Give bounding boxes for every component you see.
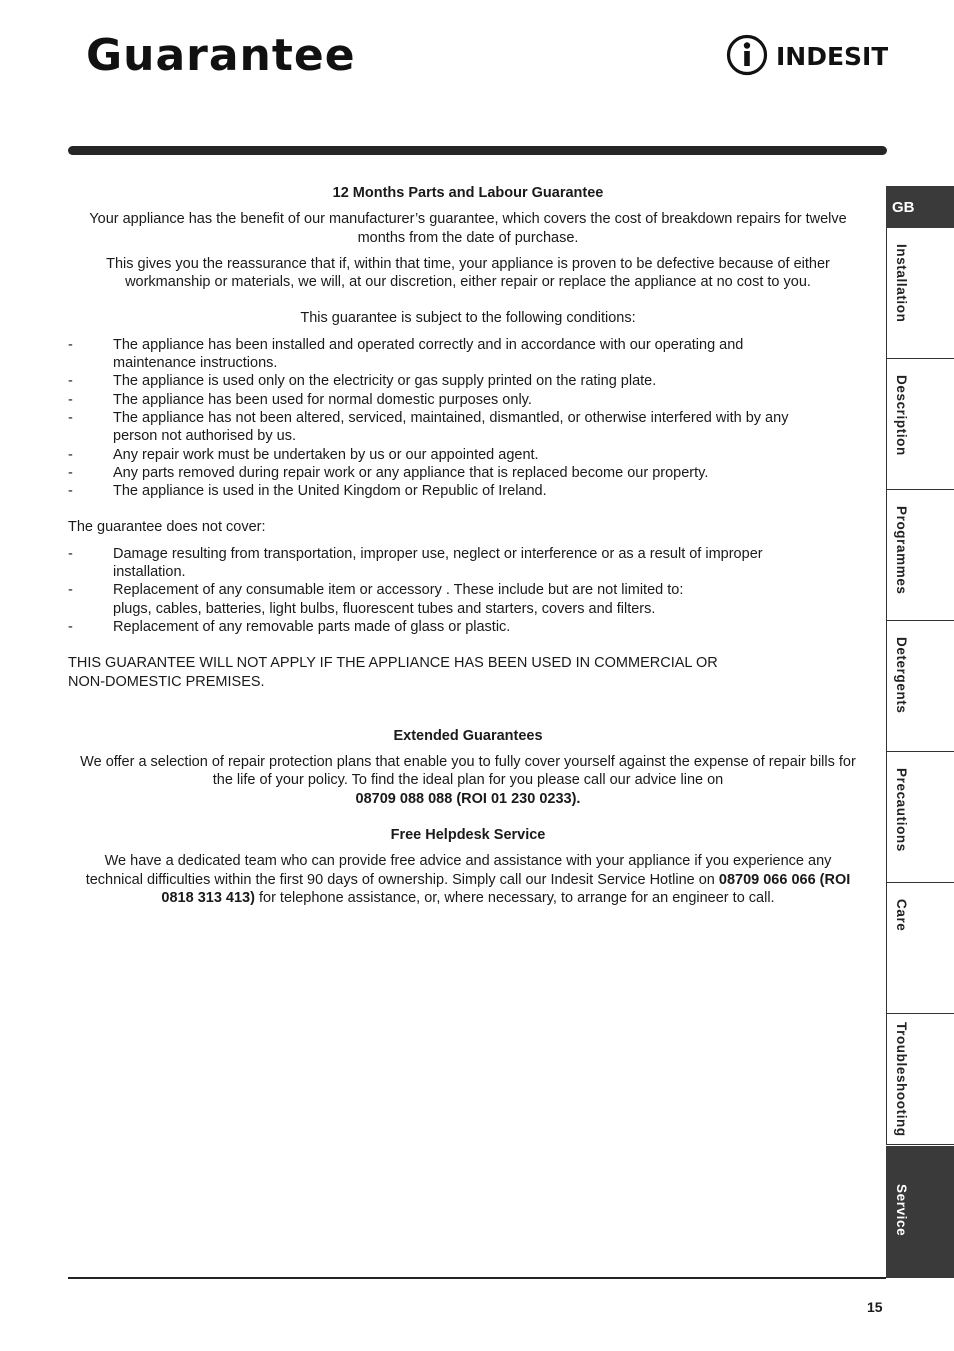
list-item: - Replacement of any removable parts made of glass or plastic. [68,618,868,636]
extended-guarantee-text: We offer a selection of repair protection plans that enable you to fully cover yourself against the expense of repair bills for the life of your policy. To find the ideal plan for you please call our advice line on [80,754,856,789]
list-item: - The appliance is used only on the electricity or gas supply printed on the rating plate. [68,372,868,390]
service-hotline-phone: 08709 066 066 (ROI 0818 313 413) [161,871,851,906]
list-item-continuation: plugs, cables, batteries, light bulbs, fluorescent tubes and starters, covers and filters. [113,600,656,617]
commercial-note [68,654,868,691]
list-item: - The appliance is used in the United Kingdom or Republic of Ireland. [68,482,868,500]
list-item: - Any repair work must be undertaken by us or our appointed agent. [68,446,868,464]
tab-service[interactable] [886,1146,954,1278]
brand-wordmark: INDESIT [776,42,888,71]
conditions-intro: This guarantee is subject to the following conditions: [300,310,636,327]
section-heading-helpdesk: Free Helpdesk Service [390,827,546,844]
tab-label: Service [894,1184,909,1237]
tab-detergents[interactable] [886,621,954,752]
paragraph: Your appliance has the benefit of our manufacturer’s guarantee, which covers the cost of breakdown repairs for twelve months from the date of purchase. [89,211,847,246]
tab-precautions[interactable] [886,752,954,883]
tab-label: Installation [894,244,909,323]
header-divider [68,146,887,155]
not-cover-intro: The guarantee does not cover: [68,519,266,536]
tab-troubleshooting[interactable] [886,1014,954,1145]
list-item-text: Replacement of any consumable item or accessory . These include but are not limited to: [113,582,684,599]
helpdesk-text-end: for telephone assistance, or, where necessary, to arrange for an engineer to call. [254,889,775,906]
list-item: - The appliance has not been altered, serviced, maintained, dismantled, or otherwise interfered with by any person not authorised by us. [68,409,868,446]
guarantee-content [68,184,868,907]
advice-line-phone: 08709 088 088 (ROI 01 230 0233). [355,790,581,807]
conditions-list [68,336,868,501]
tab-description[interactable] [886,359,954,490]
tab-label: Care [894,899,909,932]
paragraph: This gives you the reassurance that if, within that time, your appliance is proven to be defective because of either workmanship or materials, we will, at our discretion, either repair or replace the appliance at no cost to you. [106,255,830,291]
list-item: - Any parts removed during repair work or any appliance that is replaced become our property. [68,464,868,482]
tab-programmes[interactable] [886,490,954,621]
list-item: - The appliance has been installed and operated correctly and in accordance with our operating and maintenance instructions. [68,336,868,373]
tab-label: Troubleshooting [894,1022,909,1137]
list-item: - Damage resulting from transportation, improper use, neglect or interference or as a result of improper installation. [68,545,868,582]
helpdesk-text-start: We have a dedicated team who can provide free advice and assistance with your appliance if you experience any technical difficulties within the first 90 days of ownership. Simply call our Indesit Service Hotline on [85,853,832,888]
commercial-note-line: THIS GUARANTEE WILL NOT APPLY IF THE APPLIANCE HAS BEEN USED IN COMMERCIAL OR [68,655,718,672]
footer-divider [68,1277,886,1279]
tab-label: Description [894,375,909,456]
section-heading-guarantee: 12 Months Parts and Labour Guarantee [332,185,604,201]
commercial-note-line: NON-DOMESTIC PREMISES. [68,673,265,690]
language-tab-gb[interactable]: GB [886,186,954,228]
tab-care[interactable] [886,883,954,1014]
helpdesk-text [68,852,868,907]
page-number: 15 [867,1299,883,1315]
tab-label: Precautions [894,768,909,852]
indesit-logo [726,34,888,76]
section-heading-extended: Extended Guarantees [393,727,543,744]
page-title: Guarantee [86,30,356,81]
list-item: - The appliance has been used for normal domestic purposes only. [68,391,868,409]
tab-installation[interactable] [886,228,954,359]
tab-label: Detergents [894,637,909,714]
not-cover-list [68,545,868,636]
list-item [68,581,868,618]
tab-label: Programmes [894,506,909,595]
